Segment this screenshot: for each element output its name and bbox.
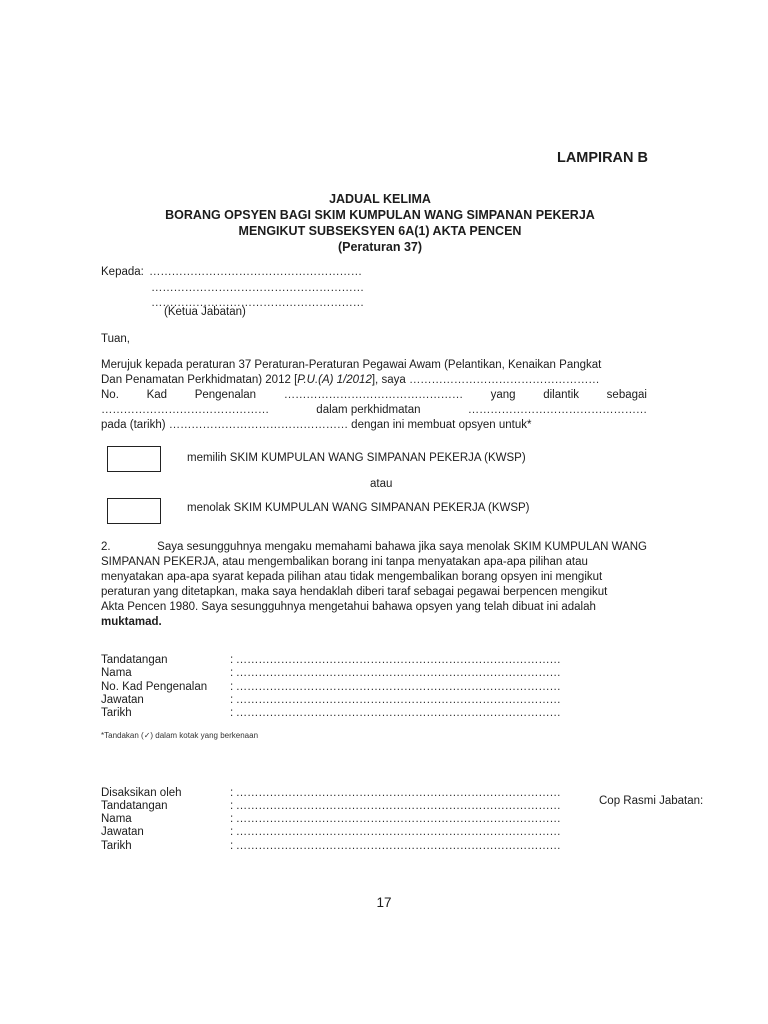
- intro-text-4: dalam perkhidmatan: [316, 404, 421, 416]
- or-label: atau: [370, 478, 393, 490]
- witness-signature-field[interactable]: : ……………………………………………………………………………: [230, 800, 561, 812]
- declaration-line-1: [101, 540, 647, 555]
- position-field[interactable]: : ……………………………………………………………………………: [230, 694, 561, 706]
- intro-text-2a: Dan Penamatan Perkhidmatan) 2012 [: [101, 374, 298, 386]
- schedule-title: JADUAL KELIMA: [329, 192, 431, 206]
- date-field[interactable]: : ……………………………………………………………………………: [230, 707, 561, 719]
- name-field[interactable]: : ……………………………………………………………………………: [230, 667, 561, 679]
- footnote: *Tandakan (✓) dalam kotak yang berkenaan: [101, 731, 259, 740]
- name-label: Nama: [101, 667, 132, 679]
- addressee-line-2[interactable]: …………………………………………………: [151, 282, 364, 294]
- witness-label: Disaksikan oleh: [101, 787, 182, 799]
- intro-line-5: [101, 418, 647, 433]
- intro-text-5a: pada (tarikh): [101, 419, 166, 431]
- intro-line-1: [101, 358, 647, 373]
- witness-position-field[interactable]: : ……………………………………………………………………………: [230, 826, 561, 838]
- ic-label: No. Kad Pengenalan: [101, 681, 208, 693]
- page-number: 17: [376, 895, 392, 910]
- reject-checkbox[interactable]: [107, 498, 161, 524]
- declaration-text-3: menyatakan apa-apa syarat kepada pilihan atau tidak mengembalikan borang opsyen ini mengikut: [101, 571, 603, 583]
- witness-date-field[interactable]: : ……………………………………………………………………………: [230, 840, 561, 852]
- form-subtitle: MENGIKUT SUBSEKSYEN 6A(1) AKTA PENCEN: [238, 224, 522, 238]
- intro-word-no: No.: [101, 389, 119, 401]
- position-blank[interactable]: ………………………………………: [101, 404, 270, 416]
- ic-field[interactable]: : ……………………………………………………………………………: [230, 681, 561, 693]
- name-blank[interactable]: ……………………………………………: [408, 374, 600, 386]
- addressee-title: (Ketua Jabatan): [164, 306, 246, 318]
- witness-name-label: Nama: [101, 813, 132, 825]
- declaration-text-1: Saya sesungguhnya mengaku memahami bahawa jika saya menolak SKIM KUMPULAN WANG: [157, 541, 647, 553]
- declaration-text-5: Akta Pencen 1980. Saya sesungguhnya mengetahui bahawa opsyen yang telah dibuat ini adalah: [101, 601, 596, 613]
- intro-text-1: Merujuk kepada peraturan 37 Peraturan-Peraturan Pegawai Awam (Pelantikan, Kenaikan Pangkat: [101, 359, 602, 371]
- salutation: Tuan,: [101, 333, 130, 345]
- witness-name-field[interactable]: : ……………………………………………………………………………: [230, 813, 561, 825]
- intro-word-pengenalan: Pengenalan: [194, 389, 257, 401]
- declaration-line-2: [101, 555, 647, 570]
- intro-word-dilantik: dilantik: [543, 389, 580, 401]
- intro-text-5b: dengan ini membuat opsyen untuk*: [351, 419, 532, 431]
- ic-number-blank[interactable]: …………………………………………: [283, 389, 463, 401]
- position-label: Jawatan: [101, 694, 144, 706]
- witness-signature-label: Tandatangan: [101, 800, 168, 812]
- regulation-reference: (Peraturan 37): [337, 240, 423, 254]
- declaration-paragraph: [101, 540, 647, 630]
- addressee-line-3[interactable]: …………………………………………………: [151, 297, 364, 309]
- reject-option-label: menolak SKIM KUMPULAN WANG SIMPANAN PEKERJA (KWSP): [187, 502, 530, 514]
- witness-position-label: Jawatan: [101, 826, 144, 838]
- declaration-text-4: peraturan yang ditetapkan, maka saya hendaklah diberi taraf sebagai pegawai berpencen mengikut: [101, 586, 608, 598]
- intro-word-kad: Kad: [146, 389, 168, 401]
- intro-line-2: [101, 373, 647, 388]
- form-title: BORANG OPSYEN BAGI SKIM KUMPULAN WANG SIMPANAN PEKERJA: [165, 208, 595, 222]
- witness-field[interactable]: : ……………………………………………………………………………: [230, 787, 561, 799]
- paragraph-number: 2.: [101, 541, 111, 553]
- intro-text-2b: ], saya: [371, 374, 406, 386]
- intro-word-sebagai: sebagai: [606, 389, 647, 401]
- declaration-line-6: muktamad.: [101, 616, 162, 628]
- intro-paragraph: [101, 358, 647, 433]
- date-blank[interactable]: …………………………………………: [168, 419, 348, 431]
- intro-reference: P.U.(A) 1/2012: [297, 374, 372, 386]
- accept-option-label: memilih SKIM KUMPULAN WANG SIMPANAN PEKERJA (KWSP): [187, 452, 526, 464]
- intro-word-yang: yang: [490, 389, 516, 401]
- signature-label: Tandatangan: [101, 654, 168, 666]
- date-label: Tarikh: [101, 707, 132, 719]
- intro-line-4: [101, 403, 647, 418]
- witness-date-label: Tarikh: [101, 840, 132, 852]
- service-blank[interactable]: …………………………………………: [467, 404, 647, 416]
- declaration-line-3: [101, 570, 647, 585]
- declaration-line-5: [101, 600, 647, 615]
- addressee-line-1[interactable]: …………………………………………………: [149, 266, 362, 278]
- intro-line-3: [101, 388, 647, 403]
- signature-field[interactable]: : ……………………………………………………………………………: [230, 654, 561, 666]
- official-stamp-label: Cop Rasmi Jabatan:: [599, 795, 704, 807]
- declaration-text-2: SIMPANAN PEKERJA, atau mengembalikan borang ini tanpa menyatakan apa-apa pilihan atau: [101, 556, 588, 568]
- accept-checkbox[interactable]: [107, 446, 161, 472]
- lampiran-label: LAMPIRAN B: [556, 150, 648, 166]
- declaration-line-4: [101, 585, 647, 600]
- addressee-label: Kepada:: [101, 266, 144, 278]
